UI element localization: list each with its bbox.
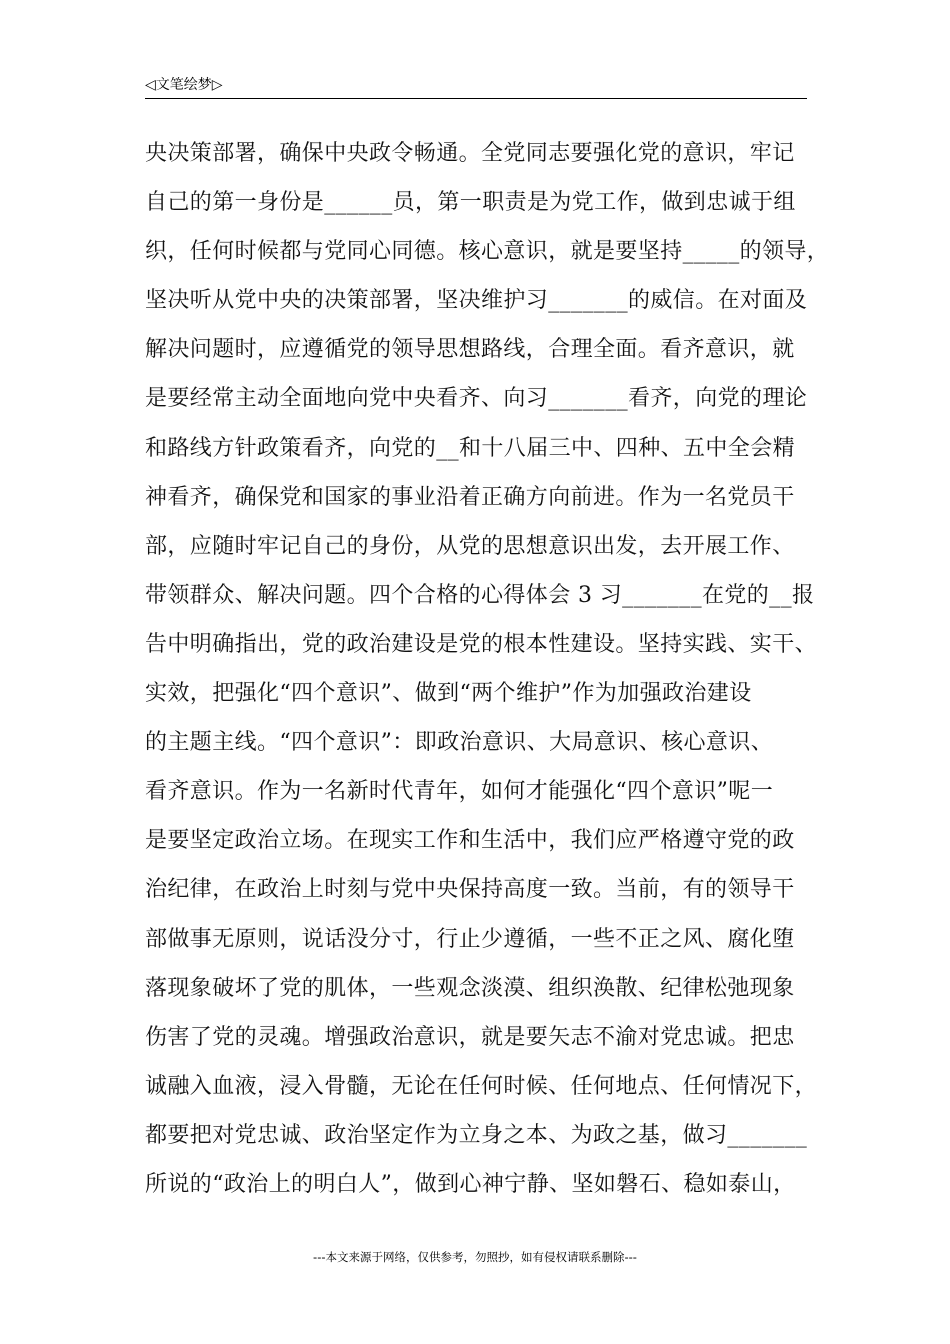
page-header xyxy=(145,70,807,99)
body-line: 所说的“政治上的明白人”，做到心神宁静、坚如磐石、稳如泰山， xyxy=(145,1171,796,1197)
body-line: 神看齐，确保党和国家的事业沿着正确方向前进。作为一名党员干 xyxy=(145,484,795,510)
body-line: 告中明确指出，党的政治建设是党的根本性建设。坚持实践、实干、 xyxy=(145,631,818,657)
body-line: 坚决听从党中央的决策部署，坚决维护习_______的威信。在对面及 xyxy=(145,288,808,314)
body-line: 自己的第一身份是______员，第一职责是为党工作，做到忠诚于组 xyxy=(145,190,796,216)
body-line: 带领群众、解决问题。四个合格的心得体会 3 习_______在党的__报 xyxy=(145,582,815,608)
header-title: ◁文笔绘梦▷ xyxy=(145,77,223,93)
body-line: 的主题主线。“四个意识”：即政治意识、大局意识、核心意识、 xyxy=(145,730,774,756)
body-line: 看齐意识。作为一名新时代青年，如何才能强化“四个意识”呢一 xyxy=(145,779,774,805)
body-line: 部，应随时牢记自己的身份，从党的思想意识出发，去开展工作、 xyxy=(145,533,795,559)
document-body xyxy=(145,134,835,1214)
body-line: 治纪律，在政治上时刻与党中央保持高度一致。当前，有的领导干 xyxy=(145,877,795,903)
body-line: 实效，把强化“四个意识”、做到“两个维护”作为加强政治建设 xyxy=(145,681,752,707)
body-line: 部做事无原则，说话没分寸，行止少遵循，一些不正之风、腐化堕 xyxy=(145,926,795,952)
body-line: 诚融入血液，浸入骨髓，无论在任何时候、任何地点、任何情况下， xyxy=(145,1073,818,1099)
body-line: 是要经常主动全面地向党中央看齐、向习_______看齐，向党的理论 xyxy=(145,386,808,412)
body-line: 落现象破坏了党的肌体，一些观念淡漠、组织涣散、纪律松弛现象 xyxy=(145,975,795,1001)
page-footer: ---本文来源于网络，仅供参考，勿照抄，如有侵权请联系删除--- xyxy=(313,1250,637,1264)
body-line: 是要坚定政治立场。在现实工作和生活中，我们应严格遵守党的政 xyxy=(145,828,795,854)
body-line: 伤害了党的灵魂。增强政治意识，就是要矢志不渝对党忠诚。把忠 xyxy=(145,1024,795,1050)
body-line: 都要把对党忠诚、政治坚定作为立身之本、为政之基，做习_______ xyxy=(145,1122,808,1148)
body-line: 织，任何时候都与党同心同德。核心意识，就是要坚持_____的领导， xyxy=(145,239,830,265)
body-line: 解决问题时，应遵循党的领导思想路线，合理全面。看齐意识，就 xyxy=(145,337,795,363)
body-line: 和路线方针政策看齐，向党的__和十八届三中、四种、五中全会精 xyxy=(145,435,796,461)
body-line: 央决策部署，确保中央政令畅通。全党同志要强化党的意识，牢记 xyxy=(145,141,795,166)
